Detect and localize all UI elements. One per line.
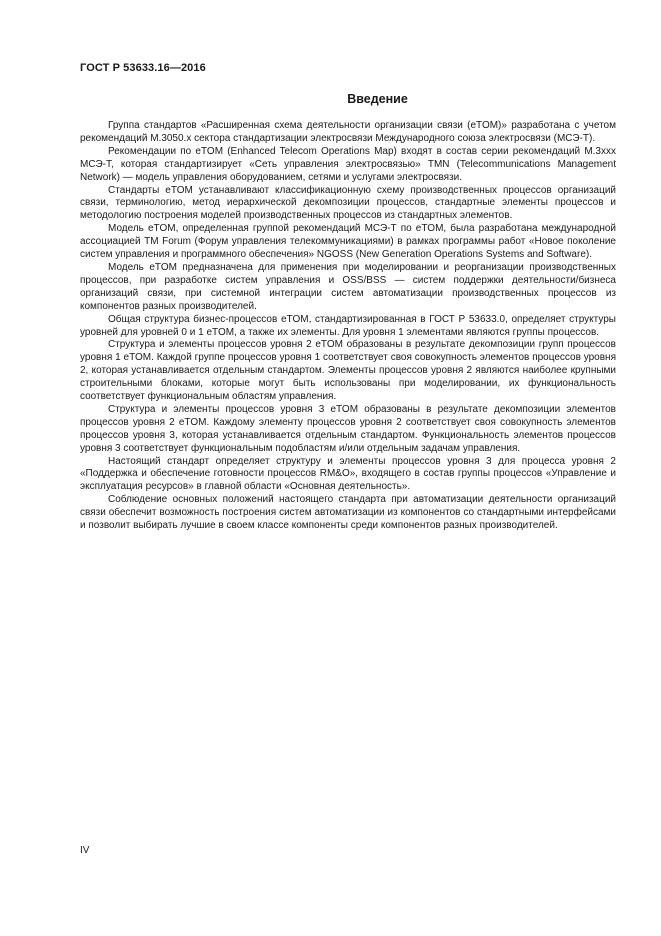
document-id: ГОСТ Р 53633.16—2016 [80, 62, 206, 74]
paragraph: Структура и элементы процессов уровня 3 eTOM образованы в результате декомпозиции элементов процессов уровня 2 eTOM. Каждому элементу процессов уровня 2 соответствует своя совокупность элементов процессов уровня 3, которая устанавливается отдельным стандартом. Функциональность элементов процессов уровня 3 соответствует функциональным подобластям и/или отдельным задачам управления. [80, 403, 616, 454]
introduction-body [80, 120, 616, 533]
paragraph: Соблюдение основных положений настоящего стандарта при автоматизации деятельности организаций связи обеспечит возможность построения систем автоматизации из компонентов со стандартными интерфейсами и позволит выбирать лучшие в своем классе компоненты среди компонентов разных производителей. [80, 494, 616, 532]
paragraph: Стандарты eTOM устанавливают классификационную схему производственных процессов организаций связи, терминологию, метод иерархической декомпозиции процессов, стандартные элементы процессов и методологию построения моделей производственных процессов из стандартных элементов. [80, 184, 616, 222]
paragraph: Рекомендации по eTOM (Enhanced Telecom Operations Map) входят в состав серии рекомендаций M.3xxx МСЭ-Т, которая стандартизирует «Сеть управления электросвязью» TMN (Telecommunications Management Network) — модель управления оборудованием, сетями и услугами электросвязи. [80, 145, 616, 183]
paragraph: Общая структура бизнес-процессов eTOM, стандартизированная в ГОСТ Р 53633.0, определяет структуры уровней для уровней 0 и 1 eTOM, а также их элементы. Для уровня 1 элементами являются группы процессов. [80, 313, 616, 338]
section-title: Введение [347, 92, 408, 106]
page-number: IV [80, 845, 90, 856]
paragraph: Модель eTOM предназначена для применения при моделировании и реорганизации производственных процессов, при разработке систем управления и OSS/BSS — систем поддержки деятельности/бизнеса организаций связи, при системной интеграции систем автоматизации производственных процессов из компонентов разных производителей. [80, 261, 616, 312]
paragraph: Настоящий стандарт определяет структуру и элементы процессов уровня 3 для процесса уровня 2 «Поддержка и обеспечение готовности процессов RM&O», входящего в состав группы процессов «Управление и эксплуатация ресурсов» в главной области «Основная деятельность». [80, 455, 616, 493]
paragraph: Модель eTOM, определенная группой рекомендаций МСЭ-Т по eTOM, была разработана международной ассоциацией TM Forum (Форум управления телекоммуникациями) в рамках программы работ «Новое поколение систем управления и программного обеспечения» NGOSS (New Generation Operations Systems and Software). [80, 223, 616, 261]
paragraph: Группа стандартов «Расширенная схема деятельности организации связи (eTOM)» разработана с учетом рекомендаций M.3050.x сектора стандартизации электросвязи Международного союза электросвязи (МСЭ-Т). [80, 120, 616, 144]
paragraph: Структура и элементы процессов уровня 2 eTOM образованы в результате декомпозиции групп процессов уровня 1 eTOM. Каждой группе процессов уровня 1 соответствует своя совокупность элементов процессов уровня 2, которая устанавливается отдельным стандартом. Элементы процессов уровня 2 являются наиболее крупными строительными блоками, которые могут быть использованы при моделировании, их функциональность соответствует функциональным областям управления. [80, 339, 616, 403]
